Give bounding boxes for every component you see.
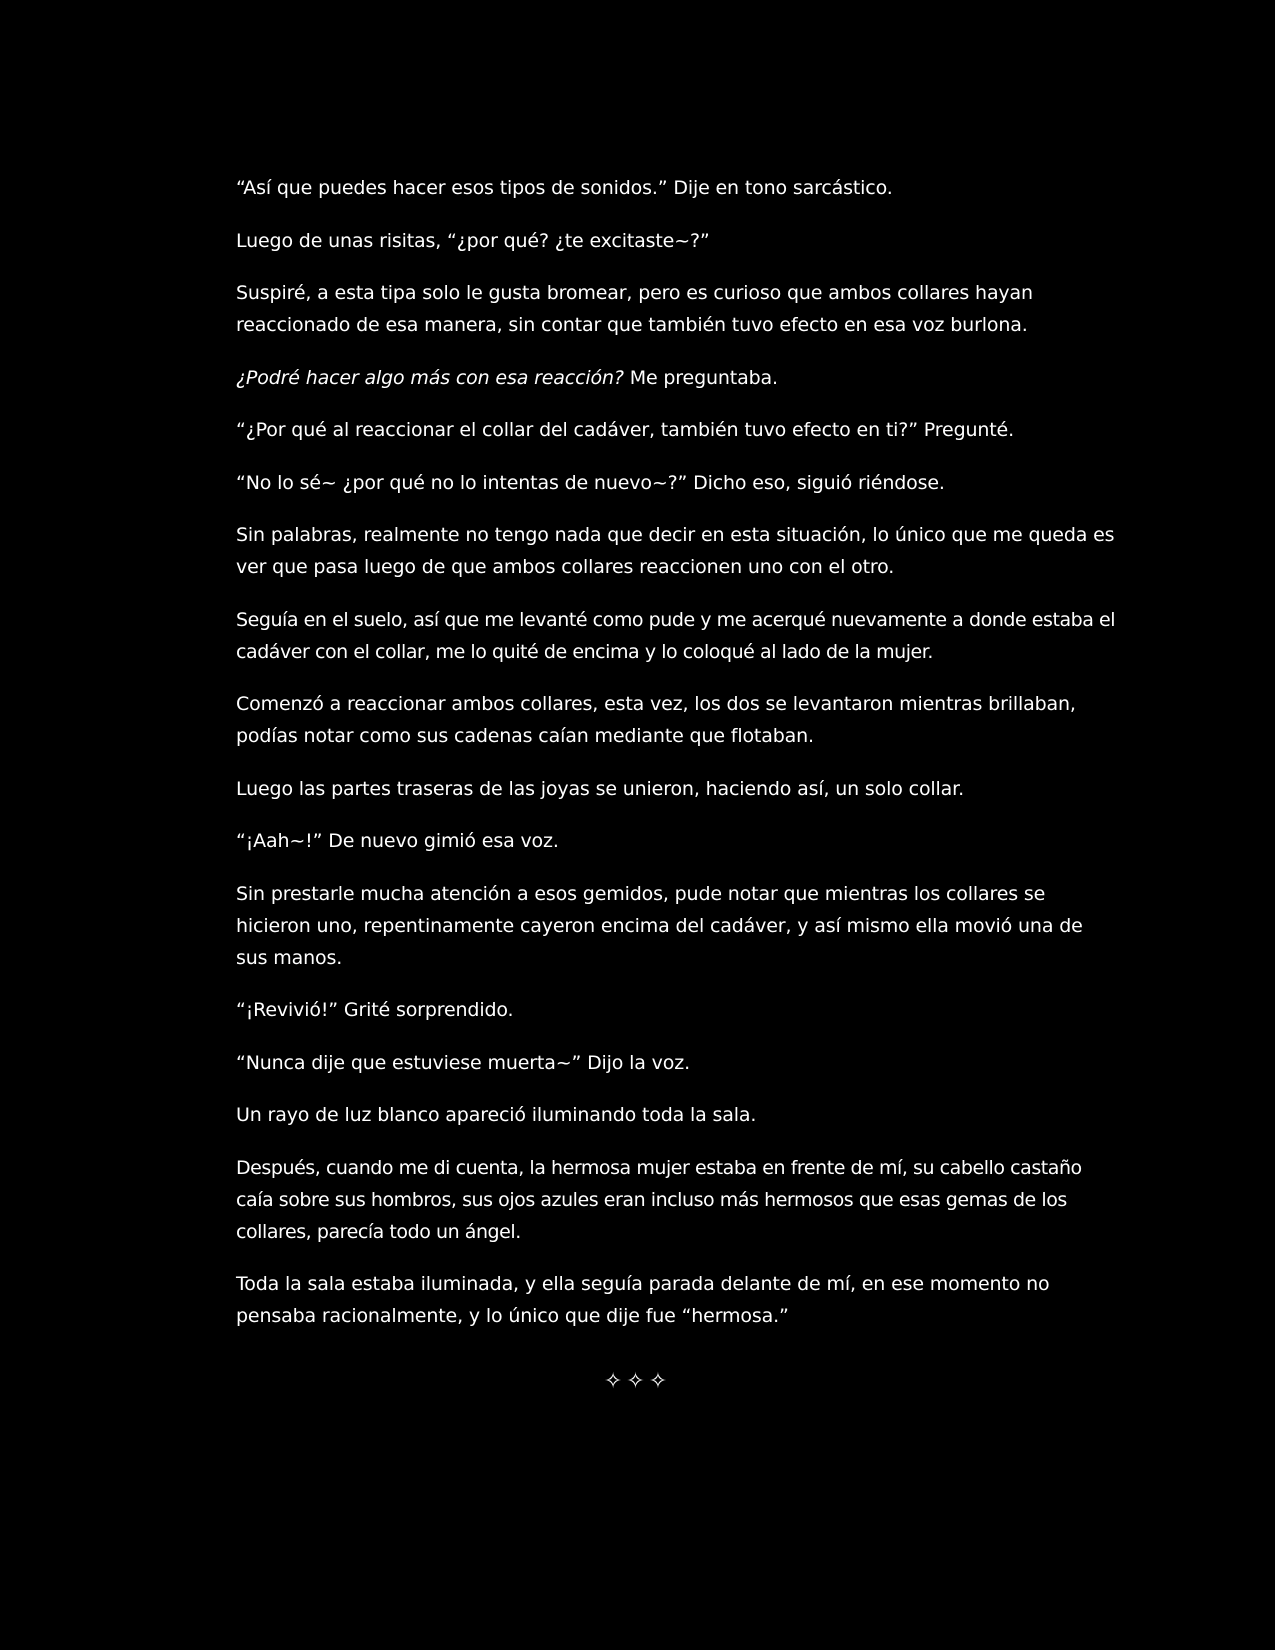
- paragraph-1: “Así que puedes hacer esos tipos de sonidos.” Dije en tono sarcástico.: [236, 177, 893, 199]
- paragraph-6: “No lo sé~ ¿por qué no lo intentas de nuevo~?” Dicho eso, siguió riéndose.: [236, 471, 945, 494]
- paragraph-8: Seguía en el suelo, así que me levanté como pude y me acerqué nuevamente a donde estaba el cadáver con el collar, me lo quité de encima y lo coloqué al lado de la mujer.: [236, 608, 1116, 663]
- paragraph-13: “¡Revivió!” Grité sorprendido.: [236, 999, 514, 1021]
- section-separator: ✧✧✧: [603, 1369, 672, 1394]
- paragraph-5: “¿Por qué al reaccionar el collar del cadáver, también tuvo efecto en ti?” Pregunté.: [236, 419, 1014, 441]
- paragraph-9: Comenzó a reaccionar ambos collares, esta vez, los dos se levantaron mientras brillaban, podías notar como sus cadenas caían mediante que flotaban.: [236, 693, 1076, 747]
- paragraph-4: [236, 362, 1116, 394]
- paragraph-11: “¡Aah~!” De nuevo gimió esa voz.: [236, 830, 559, 852]
- story-text: [236, 172, 1116, 1353]
- paragraph-10: Luego las partes traseras de las joyas se unieron, haciendo así, un solo collar.: [236, 777, 964, 800]
- paragraph-4-rest: Me preguntaba.: [623, 366, 778, 389]
- paragraph-3: Suspiré, a esta tipa solo le gusta bromear, pero es curioso que ambos collares hayan reaccionado de esa manera, sin contar que también tuvo efecto en esa voz burlona.: [236, 282, 1033, 336]
- paragraph-14: “Nunca dije que estuviese muerta~” Dijo la voz.: [236, 1051, 690, 1074]
- paragraph-17: Toda la sala estaba iluminada, y ella seguía parada delante de mí, en ese momento no pensaba racionalmente, y lo único que dije fue “hermosa.”: [236, 1273, 1050, 1327]
- paragraph-2: Luego de unas risitas, “¿por qué? ¿te excitaste~?”: [236, 229, 710, 252]
- paragraph-16: Después, cuando me di cuenta, la hermosa mujer estaba en frente de mí, su cabello castaño caía sobre sus hombros, sus ojos azules eran incluso más hermosos que esas gemas de los collares, parecía todo un ángel.: [236, 1156, 1082, 1243]
- paragraph-15: Un rayo de luz blanco apareció iluminando toda la sala.: [236, 1104, 757, 1126]
- paragraph-12: Sin prestarle mucha atención a esos gemidos, pude notar que mientras los collares se hicieron uno, repentinamente cayeron encima del cadáver, y así mismo ella movió una de sus manos.: [236, 882, 1083, 969]
- inner-thought: ¿Podré hacer algo más con esa reacción?: [236, 366, 624, 389]
- paragraph-7: Sin palabras, realmente no tengo nada que decir en esta situación, lo único que me queda es ver que pasa luego de que ambos collares reaccionen uno con el otro.: [236, 524, 1115, 578]
